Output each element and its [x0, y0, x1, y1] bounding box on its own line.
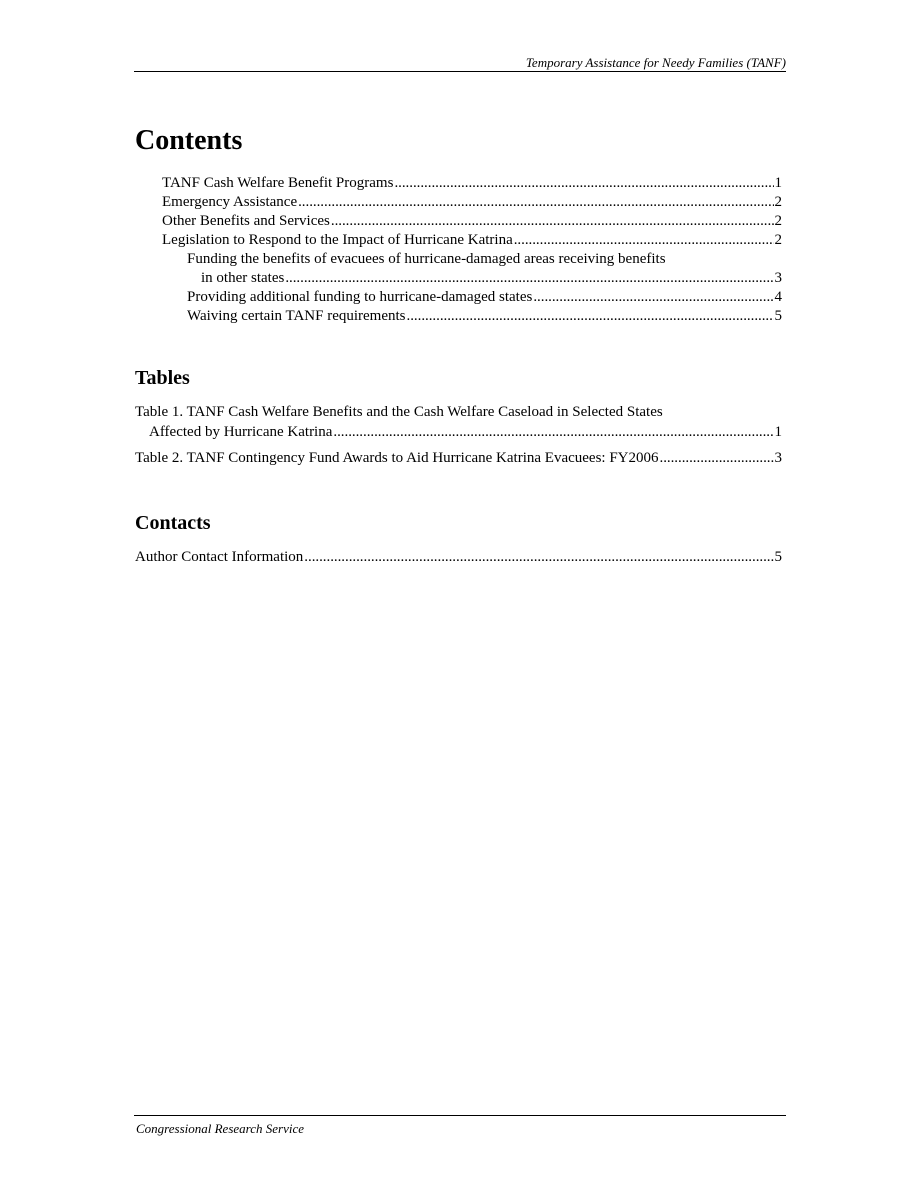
toc-entry[interactable] — [187, 307, 782, 326]
toc-entry-label: Waiving certain TANF requirements — [187, 308, 406, 324]
toc-entry-page: 4 — [774, 289, 782, 305]
toc-entry-page: 3 — [774, 270, 782, 286]
tables-heading: Tables — [135, 367, 190, 389]
toc-entry-page: 2 — [774, 232, 782, 248]
toc-entry[interactable] — [162, 193, 782, 212]
dot-leader — [298, 193, 773, 212]
dot-leader — [514, 231, 774, 250]
toc-entry-label: Other Benefits and Services — [162, 213, 330, 229]
dot-leader — [304, 548, 773, 567]
running-footer: Congressional Research Service — [136, 1121, 304, 1136]
toc-entry[interactable] — [162, 212, 782, 231]
dot-leader — [331, 212, 774, 231]
toc-entry-page: 2 — [774, 213, 782, 229]
toc-entry[interactable] — [162, 174, 782, 193]
dot-leader — [394, 174, 773, 193]
toc-entry[interactable] — [201, 269, 782, 288]
contents-heading: Contents — [135, 125, 243, 156]
toc-entry-label[interactable]: Funding the benefits of evacuees of hurricane-damaged areas receiving benefits — [187, 251, 666, 267]
toc-entry-page: 1 — [774, 424, 782, 440]
footer-rule — [134, 1115, 786, 1116]
toc-entry-label: Table 2. TANF Contingency Fund Awards to Aid Hurricane Katrina Evacuees: FY2006 — [135, 450, 659, 466]
toc-entry[interactable] — [187, 288, 782, 307]
toc-entry-page: 5 — [774, 549, 782, 565]
dot-leader — [407, 307, 774, 326]
toc-entry-label[interactable]: Table 1. TANF Cash Welfare Benefits and the Cash Welfare Caseload in Selected States — [135, 404, 663, 420]
toc-entry-label: Emergency Assistance — [162, 194, 298, 210]
toc-entry-label: Providing additional funding to hurricane-damaged states — [187, 289, 533, 305]
toc-entry-page: 5 — [774, 308, 782, 324]
dot-leader — [285, 269, 773, 288]
dot-leader — [533, 288, 773, 307]
toc-entry[interactable] — [162, 231, 782, 250]
toc-entry-page: 3 — [774, 450, 782, 466]
contacts-heading: Contacts — [135, 512, 211, 534]
toc-entry-label: Affected by Hurricane Katrina — [149, 424, 333, 440]
toc-entry-label: Author Contact Information — [135, 549, 304, 565]
header-rule — [134, 71, 786, 72]
toc-entry[interactable] — [149, 423, 782, 442]
toc-entry-label: TANF Cash Welfare Benefit Programs — [162, 175, 394, 191]
toc-entry-label: Legislation to Respond to the Impact of Hurricane Katrina — [162, 232, 513, 248]
dot-leader — [660, 449, 774, 468]
toc-entry-page: 2 — [774, 194, 782, 210]
toc-entry[interactable] — [135, 548, 782, 567]
toc-entry[interactable] — [135, 449, 782, 468]
running-header: Temporary Assistance for Needy Families (TANF) — [525, 55, 786, 70]
toc-entry-page: 1 — [774, 175, 782, 191]
toc-entry-label: in other states — [201, 270, 285, 286]
dot-leader — [333, 423, 773, 442]
